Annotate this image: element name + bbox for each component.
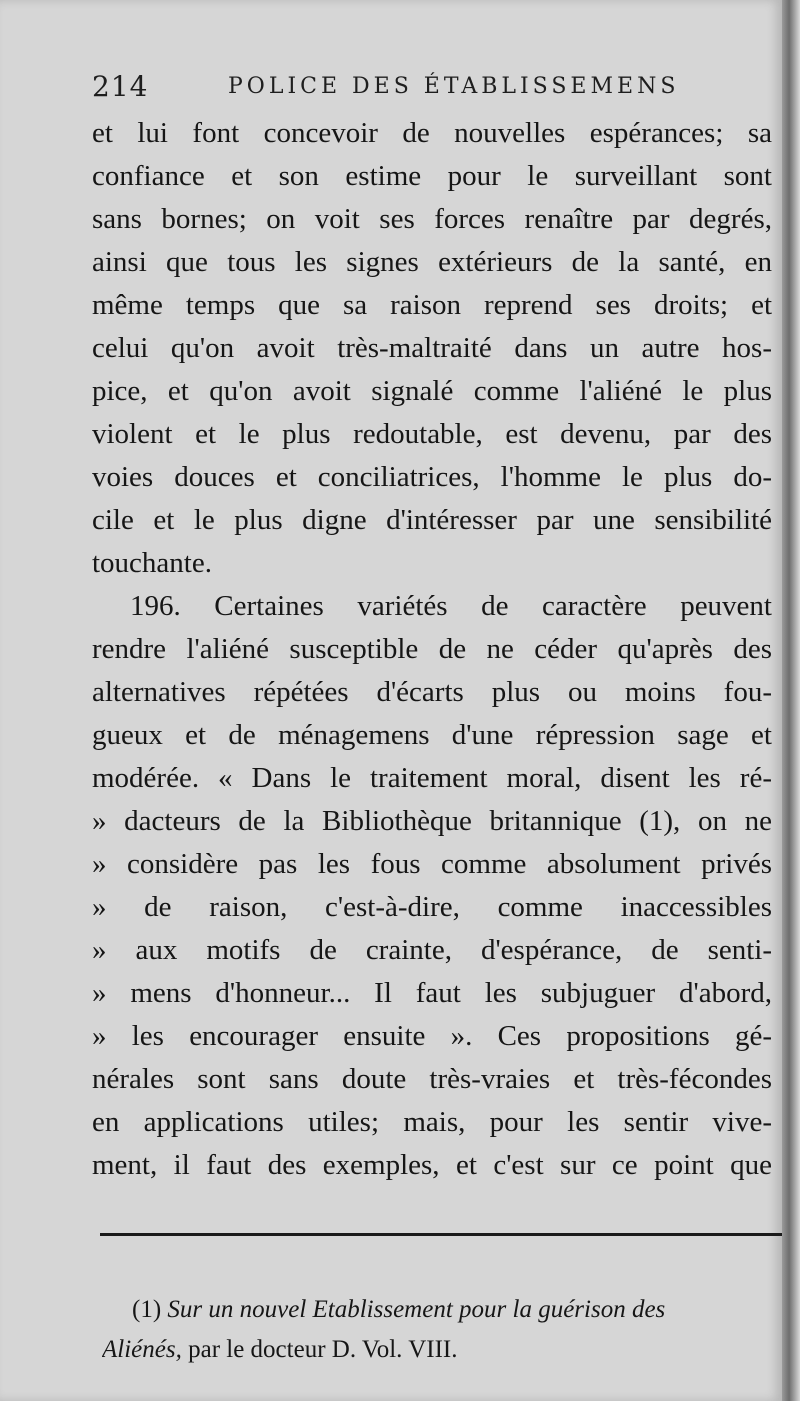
text-line: en applications utiles; mais, pour les sentir vive- — [92, 1106, 772, 1138]
footnote-citation: par le docteur D. Vol. VIII. — [188, 1336, 458, 1363]
text-line: modérée. « Dans le traitement moral, disent les ré- — [92, 762, 772, 794]
page-header — [92, 64, 772, 108]
text-line: celui qu'on avoit très-maltraité dans un autre hos- — [92, 332, 772, 364]
quote-line: » mens d'honneur... Il faut les subjuguer d'abord, — [92, 977, 772, 1009]
text-line: ainsi que tous les signes extérieurs de la santé, en — [92, 246, 772, 278]
text-line: voies douces et conciliatrices, l'homme le plus do- — [92, 461, 772, 493]
paragraph-start: 196. Certaines variétés de caractère peuvent — [130, 590, 772, 622]
running-title: POLICE DES ÉTABLISSEMENS — [228, 74, 680, 99]
text-line: touchante. — [92, 547, 212, 579]
text-line: cile et le plus digne d'intéresser par une sensibilité — [92, 504, 772, 536]
text-line: pice, et qu'on avoit signalé comme l'aliéné le plus — [92, 375, 772, 407]
text-line: violent et le plus redoutable, est devenu, par des — [92, 418, 772, 450]
footnote-line — [102, 1330, 792, 1370]
footnote-marker: (1) — [132, 1296, 162, 1323]
quote-line: » de raison, c'est-à-dire, comme inaccessibles — [92, 891, 772, 923]
quote-line: » les encourager ensuite ». Ces propositions gé- — [92, 1020, 772, 1052]
text-line: alternatives répétées d'écarts plus ou moins fou- — [92, 676, 772, 708]
main-text — [92, 112, 772, 1187]
footnote-title-end: Aliénés, — [102, 1336, 182, 1363]
footnote-divider — [100, 1233, 790, 1236]
text-line: nérales sont sans doute très-vraies et très-fécondes — [92, 1063, 772, 1095]
text-line: et lui font concevoir de nouvelles espérances; sa — [92, 117, 772, 149]
text-line: gueux et de ménagemens d'une répression sage et — [92, 719, 772, 751]
quote-line: » aux motifs de crainte, d'espérance, de senti- — [92, 934, 772, 966]
text-line: même temps que sa raison reprend ses droits; et — [92, 289, 772, 321]
quote-line: » dacteurs de la Bibliothèque britannique (1), on ne — [92, 805, 772, 837]
footnote — [102, 1290, 792, 1370]
page-number: 214 — [92, 70, 149, 103]
page-binding-edge — [782, 0, 800, 1401]
text-line: ment, il faut des exemples, et c'est sur ce point que — [92, 1149, 772, 1181]
footnote-title: Sur un nouvel Etablissement pour la guérison des — [167, 1296, 666, 1323]
text-line: confiance et son estime pour le surveillant sont — [92, 160, 772, 192]
text-line: rendre l'aliéné susceptible de ne céder qu'après des — [92, 633, 772, 665]
footnote-line — [102, 1290, 792, 1330]
text-line: sans bornes; on voit ses forces renaître par degrés, — [92, 203, 772, 235]
quote-line: » considère pas les fous comme absolument privés — [92, 848, 772, 880]
